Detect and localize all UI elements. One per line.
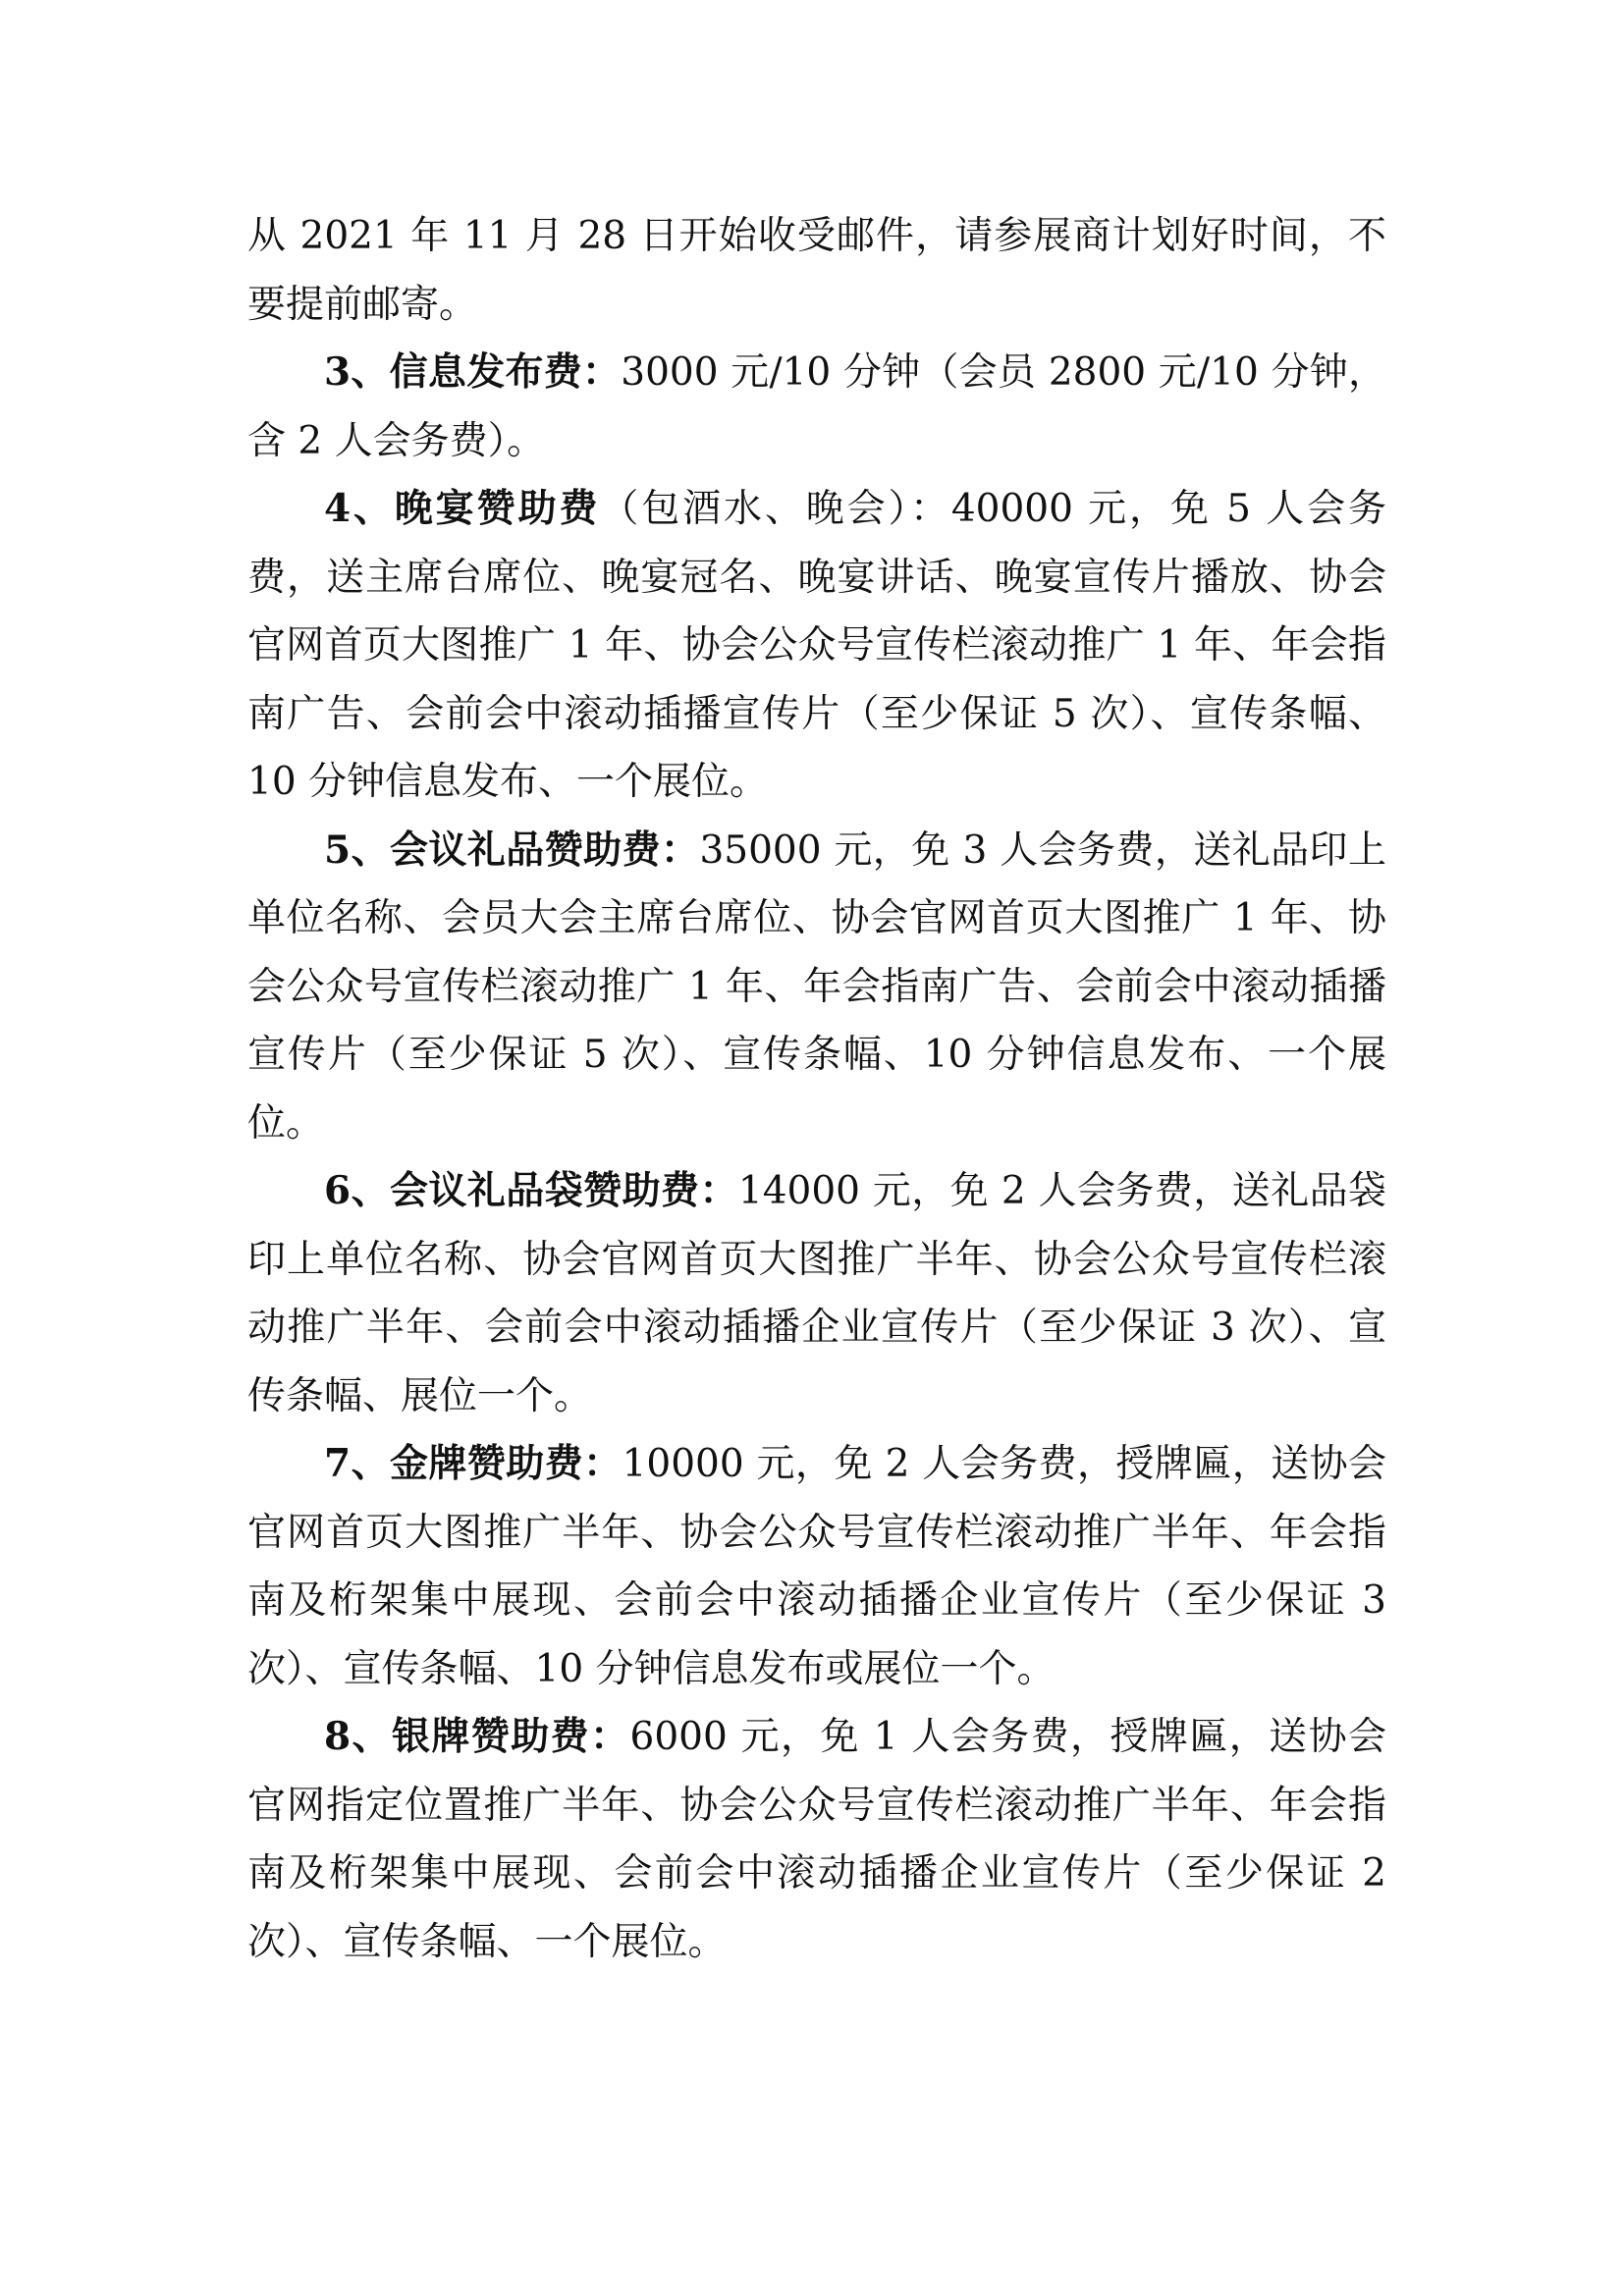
item-heading: 8、银牌赞助费： — [324, 1714, 630, 1759]
item-heading: 6、会议礼品袋赞助费： — [324, 1168, 738, 1213]
paragraph-item-8 — [247, 1703, 1386, 1976]
paragraph-text: 14000 元，免 2 人会务费，送礼品袋印上单位名称、协会官网首页大图推广半年、协会公众号宣传栏滚动推广半年、会前会中滚动插播企业宣传片（至少保证 3 次）、宣传条幅、展位一个。 — [247, 1169, 1386, 1418]
item-heading: 5、会议礼品赞助费： — [324, 827, 700, 873]
document-body — [247, 202, 1386, 1976]
paragraph-text: （包酒水、晚会）：40000 元，免 5 人会务费，送主席台席位、晚宴冠名、晚宴讲话、晚宴宣传片播放、协会官网首页大图推广 1 年、协会公众号宣传栏滚动推广 1 年、年会指南广告、会前会中滚动插播宣传片（至少保证 5 次）、宣传条幅、10 分钟信息发布、一个展位。 — [247, 487, 1386, 804]
paragraph-item-5 — [247, 817, 1386, 1158]
paragraph-item-4 — [247, 475, 1386, 817]
paragraph-item-6 — [247, 1157, 1386, 1430]
paragraph-item-7 — [247, 1430, 1386, 1703]
item-heading: 7、金牌赞助费： — [324, 1441, 623, 1486]
paragraph-mail-note — [247, 202, 1386, 339]
paragraph-text: 10000 元，免 2 人会务费，授牌匾，送协会官网首页大图推广半年、协会公众号宣传栏滚动推广半年、年会指南及桁架集中展现、会前会中滚动插播企业宣传片（至少保证 3 次）、宣传条幅、10 分钟信息发布或展位一个。 — [247, 1442, 1386, 1691]
paragraph-text: 3000 元/10 分钟（会员 2800 元/10 分钟，含 2 人会务费）。 — [247, 350, 1386, 463]
item-heading: 4、晚宴赞助费 — [324, 486, 601, 531]
paragraph-text: 从 2021 年 11 月 28 日开始收受邮件，请参展商计划好时间，不要提前邮寄。 — [247, 214, 1386, 327]
paragraph-text: 35000 元，免 3 人会务费，送礼品印上单位名称、会员大会主席台席位、协会官网首页大图推广 1 年、协会公众号宣传栏滚动推广 1 年、年会指南广告、会前会中滚动插播宣传片（至少保证 5 次）、宣传条幅、10 分钟信息发布、一个展位。 — [247, 828, 1386, 1146]
item-heading: 3、信息发布费： — [324, 349, 622, 395]
paragraph-item-3 — [247, 339, 1386, 475]
paragraph-text: 6000 元，免 1 人会务费，授牌匾，送协会官网指定位置推广半年、协会公众号宣传栏滚动推广半年、年会指南及桁架集中展现、会前会中滚动插播企业宣传片（至少保证 2 次）、宣传条幅、一个展位。 — [247, 1715, 1386, 1964]
